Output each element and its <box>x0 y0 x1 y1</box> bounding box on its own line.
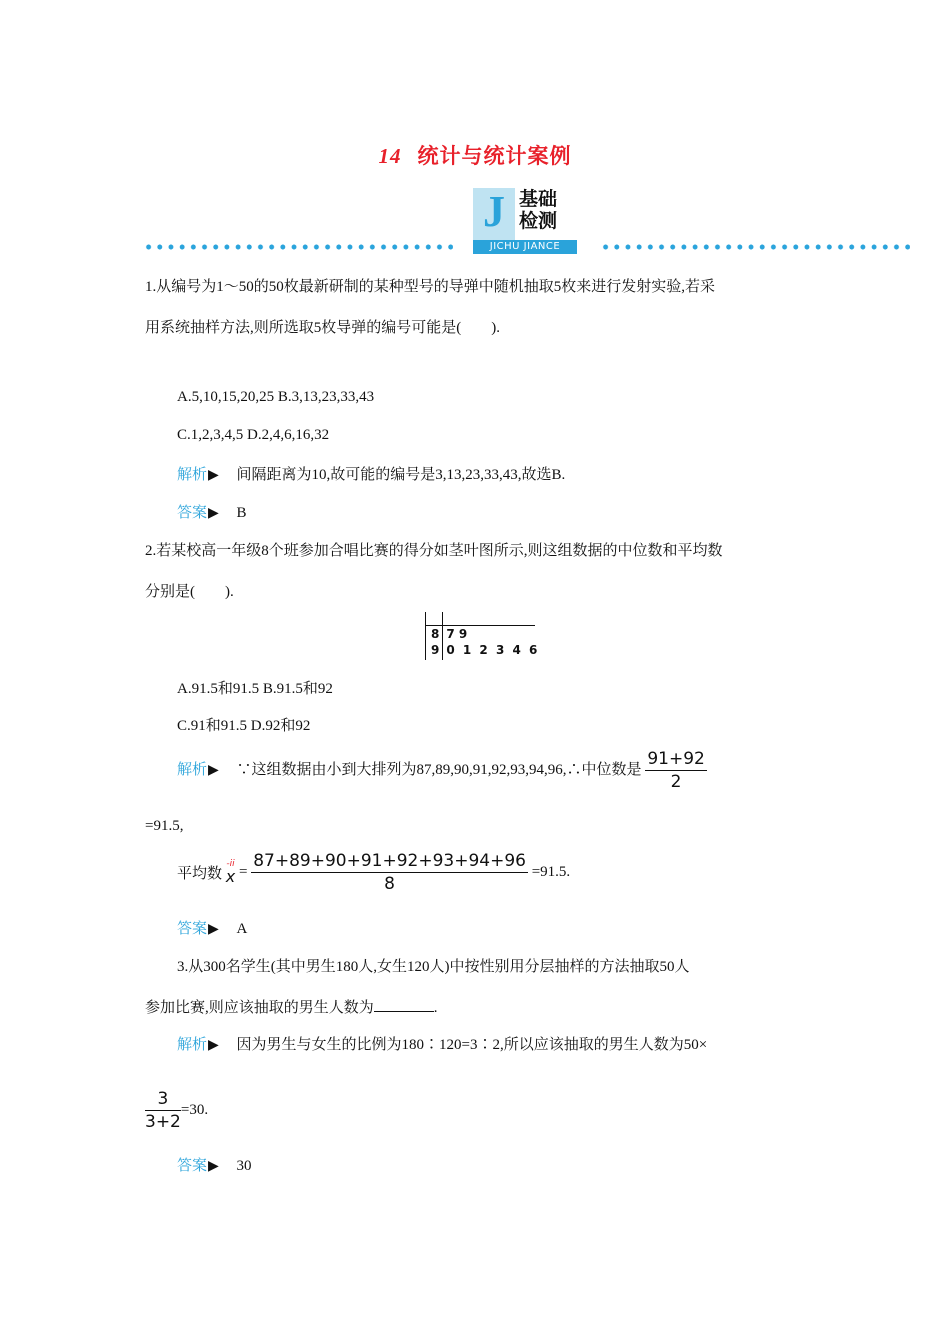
triangle-right-icon: ▶ <box>208 1038 219 1053</box>
q3-line2 <box>145 996 438 1017</box>
badge-strip: JICHU JIANCE <box>473 240 577 254</box>
stem-value: 9 <box>431 643 440 657</box>
mean-label: 平均数 <box>177 866 223 882</box>
leaf-values: 0 1 2 3 4 6 <box>446 643 540 657</box>
q3-analysis-text: 因为男生与女生的比例为180∶120=3∶2,所以应该抽取的男生人数为50× <box>236 1037 708 1053</box>
q3-result: =30. <box>180 1102 209 1118</box>
q1-line1: 1.从编号为1～50的50枚最新研制的某种型号的导弹中随机抽取5枚来进行发射实验,若采 <box>145 279 716 295</box>
q1-analysis-text: 间隔距离为10,故可能的编号是3,13,23,33,43,故选B. <box>236 467 566 483</box>
x-symbol: x <box>225 867 236 886</box>
triangle-right-icon: ▶ <box>208 506 219 521</box>
q2-analysis-text: ∵这组数据由小到大排列为87,89,90,91,92,93,94,96,∴中位数是 <box>236 761 642 778</box>
title-text: 统计与统计案例 <box>417 144 572 168</box>
mean-result: =91.5. <box>531 864 571 880</box>
median-numerator: 91+92 <box>647 749 705 769</box>
analysis-label: 解析 <box>177 759 208 778</box>
q2-answer-text: A <box>236 921 248 937</box>
q2-mean: 平均数 -ii x = $\frac{87+89+90+91+92+93+94+96}{8}$ =91.5. <box>177 851 571 894</box>
median-denominator: 2 <box>670 772 682 792</box>
q3-answer <box>177 1154 252 1175</box>
badge-title <box>519 188 557 232</box>
q1-analysis <box>177 463 565 484</box>
q1-line2: 用系统抽样方法,则所选取5枚导弹的编号可能是( ). <box>145 320 500 336</box>
analysis-label: 解析 <box>177 465 208 483</box>
q2-line1: 2.若某校高一年级8个班参加合唱比赛的得分如茎叶图所示,则这组数据的中位数和平均数 <box>145 543 723 559</box>
x-bar-mark: -ii <box>226 859 235 869</box>
q3-line2-end: . <box>433 1000 438 1016</box>
stem-value: 8 <box>431 627 440 641</box>
q1-answer-text: B <box>236 505 247 521</box>
q3-analysis <box>177 1033 707 1054</box>
triangle-right-icon: ▶ <box>208 468 219 483</box>
q1-options-cd: C.1,2,3,4,5 D.2,4,6,16,32 <box>177 427 330 443</box>
badge-line1: 基础 <box>519 188 558 210</box>
dotted-divider-left <box>143 244 453 250</box>
q1-options-ab: A.5,10,15,20,25 B.3,13,23,33,43 <box>177 389 375 405</box>
q3-line2-text: 参加比赛,则应该抽取的男生人数为 <box>145 1000 374 1016</box>
q2-options-cd: C.91和91.5 D.92和92 <box>177 718 311 734</box>
title-number: 14 <box>378 144 402 168</box>
dotted-divider-right <box>600 244 910 250</box>
q2-options-ab: A.91.5和91.5 B.91.5和92 <box>177 681 333 697</box>
q3-fraction <box>145 1088 181 1133</box>
q3-numerator: 3 <box>145 1088 181 1111</box>
leaf-values: 7 9 <box>446 627 468 641</box>
mean-fraction <box>251 850 528 895</box>
q1-answer <box>177 501 247 522</box>
q3-answer-text: 30 <box>236 1158 252 1174</box>
badge-line2: 检测 <box>519 210 558 232</box>
median-fraction <box>645 748 707 793</box>
q2-line2: 分别是( ). <box>145 584 234 600</box>
answer-label: 答案 <box>177 503 208 521</box>
answer-label: 答案 <box>177 919 208 937</box>
answer-label: 答案 <box>177 1156 208 1174</box>
mean-numerator: 87+89+90+91+92+93+94+96 <box>253 851 526 871</box>
triangle-right-icon: ▶ <box>208 1159 219 1174</box>
q3-denominator: 3+2 <box>145 1112 181 1132</box>
x-bar <box>226 860 235 885</box>
triangle-right-icon: ▶ <box>208 922 219 937</box>
mean-denominator: 8 <box>384 874 395 894</box>
q2-analysis <box>177 748 707 793</box>
answer-blank <box>374 997 434 1012</box>
analysis-label: 解析 <box>177 1035 208 1053</box>
stem-leaf-row <box>429 627 541 657</box>
badge-letter: J <box>483 187 505 236</box>
q3-line1: 3.从300名学生(其中男生180人,女生120人)中按性别用分层抽样的方法抽取50人 <box>177 959 690 975</box>
triangle-right-icon: ▶ <box>208 762 219 778</box>
q3-fraction-line <box>145 1088 208 1133</box>
q2-analysis-cont: =91.5, <box>145 818 184 834</box>
page-title <box>0 140 950 170</box>
q2-answer <box>177 917 247 938</box>
stem-leaf-plot <box>415 612 540 662</box>
